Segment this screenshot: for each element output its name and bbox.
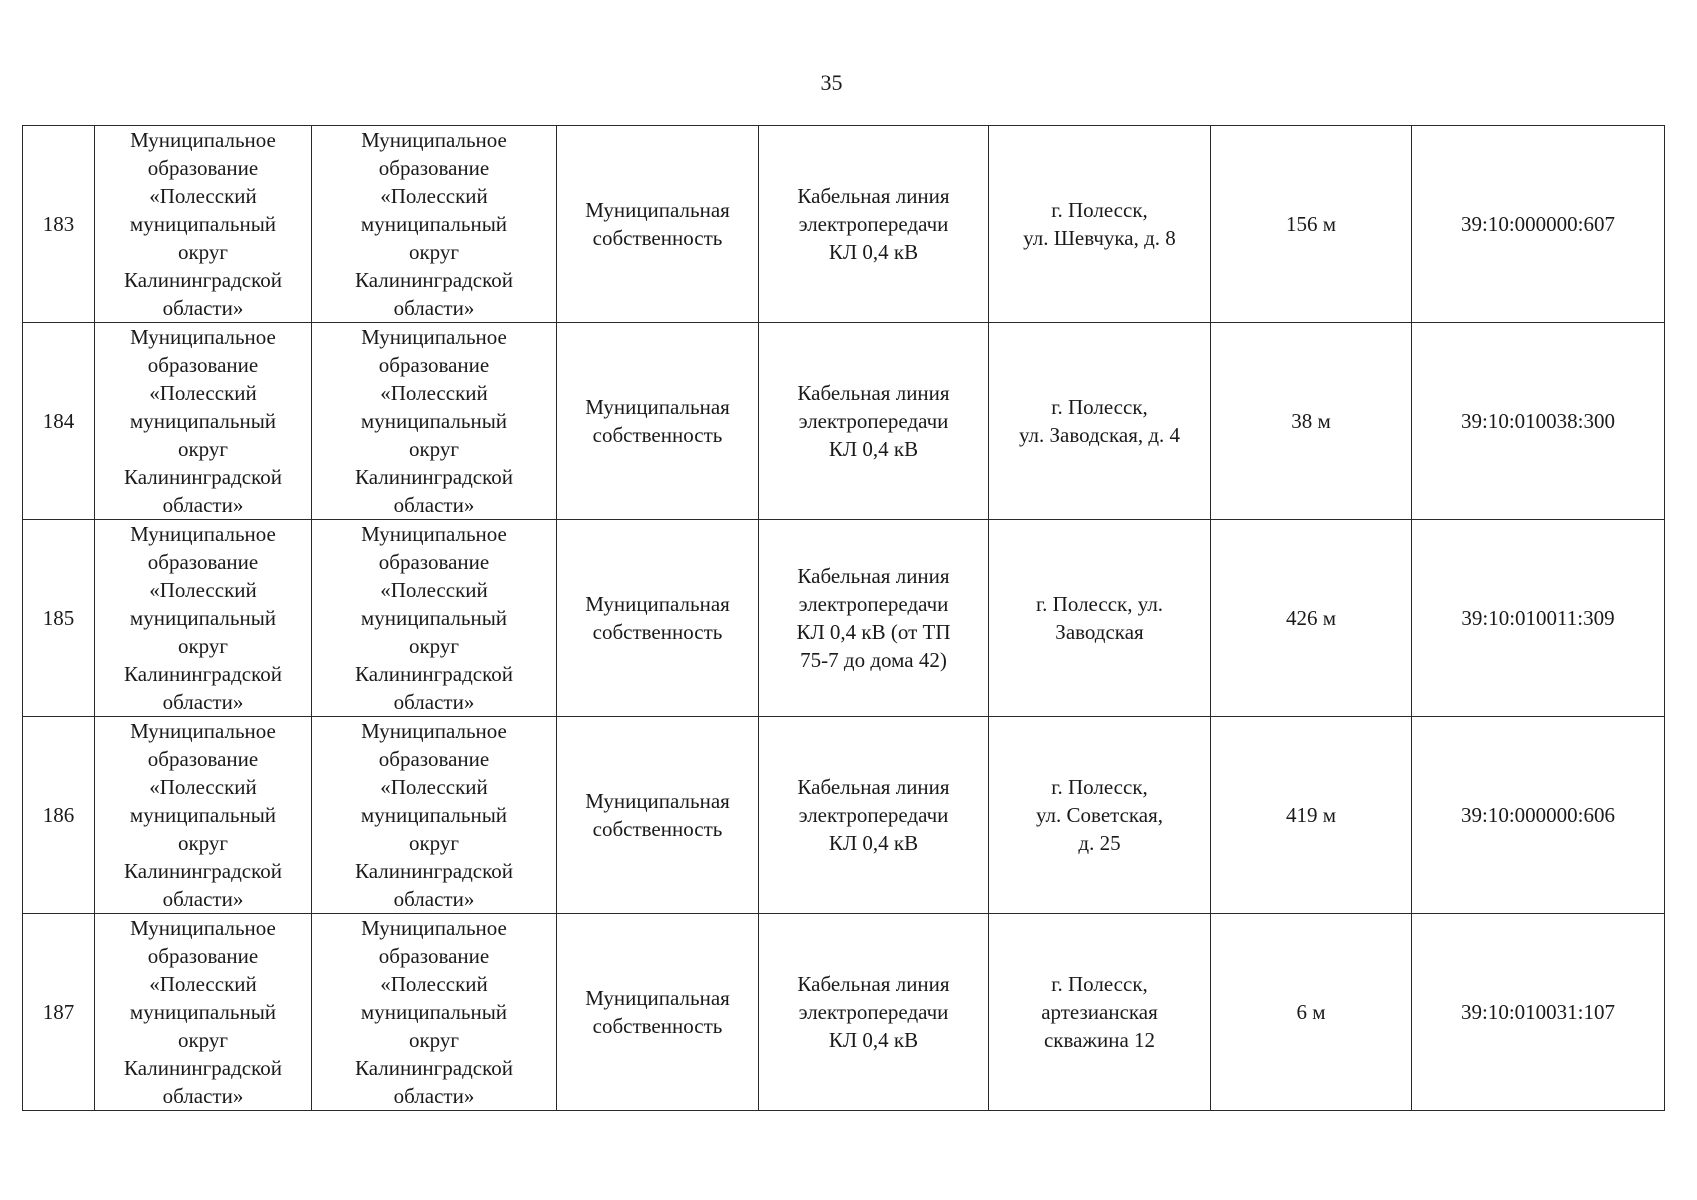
address-cell: г. Полесск, ул. Шевчука, д. 8 [989, 126, 1211, 323]
cadastral-number-cell: 39:10:000000:606 [1412, 717, 1665, 914]
object-cell: Кабельная линия электропередачи КЛ 0,4 кВ [759, 323, 989, 520]
row-number-cell: 185 [23, 520, 95, 717]
table-row [23, 717, 1665, 914]
cadastral-number-cell: 39:10:010031:107 [1412, 914, 1665, 1111]
address-cell: г. Полесск, ул. Заводская [989, 520, 1211, 717]
length-cell: 419 м [1211, 717, 1412, 914]
cadastral-number-cell: 39:10:000000:607 [1412, 126, 1665, 323]
owner-cell: Муниципальное образование «Полесский муниципальный округ Калининградской области» [312, 717, 557, 914]
object-cell: Кабельная линия электропередачи КЛ 0,4 кВ [759, 126, 989, 323]
owner-cell: Муниципальное образование «Полесский муниципальный округ Калининградской области» [312, 520, 557, 717]
property-registry-table [22, 125, 1665, 1111]
address-cell: г. Полесск, ул. Заводская, д. 4 [989, 323, 1211, 520]
ownership-cell: Муниципальная собственность [557, 126, 759, 323]
length-cell: 6 м [1211, 914, 1412, 1111]
holder-cell: Муниципальное образование «Полесский муниципальный округ Калининградской области» [95, 717, 312, 914]
holder-cell: Муниципальное образование «Полесский муниципальный округ Калининградской области» [95, 323, 312, 520]
cadastral-number-cell: 39:10:010038:300 [1412, 323, 1665, 520]
ownership-cell: Муниципальная собственность [557, 520, 759, 717]
row-number-cell: 184 [23, 323, 95, 520]
row-number-cell: 183 [23, 126, 95, 323]
row-number-cell: 187 [23, 914, 95, 1111]
owner-cell: Муниципальное образование «Полесский муниципальный округ Калининградской области» [312, 126, 557, 323]
length-cell: 426 м [1211, 520, 1412, 717]
table-row [23, 323, 1665, 520]
row-number-cell: 186 [23, 717, 95, 914]
object-cell: Кабельная линия электропередачи КЛ 0,4 кВ (от ТП 75-7 до дома 42) [759, 520, 989, 717]
owner-cell: Муниципальное образование «Полесский муниципальный округ Калининградской области» [312, 323, 557, 520]
ownership-cell: Муниципальная собственность [557, 323, 759, 520]
ownership-cell: Муниципальная собственность [557, 717, 759, 914]
table-row [23, 914, 1665, 1111]
object-cell: Кабельная линия электропередачи КЛ 0,4 кВ [759, 717, 989, 914]
page-number: 35 [820, 70, 843, 95]
holder-cell: Муниципальное образование «Полесский муниципальный округ Калининградской области» [95, 914, 312, 1111]
address-cell: г. Полесск, артезианская скважина 12 [989, 914, 1211, 1111]
holder-cell: Муниципальное образование «Полесский муниципальный округ Калининградской области» [95, 520, 312, 717]
table-row [23, 520, 1665, 717]
length-cell: 38 м [1211, 323, 1412, 520]
length-cell: 156 м [1211, 126, 1412, 323]
table-row [23, 126, 1665, 323]
address-cell: г. Полесск, ул. Советская, д. 25 [989, 717, 1211, 914]
cadastral-number-cell: 39:10:010011:309 [1412, 520, 1665, 717]
holder-cell: Муниципальное образование «Полесский муниципальный округ Калининградской области» [95, 126, 312, 323]
ownership-cell: Муниципальная собственность [557, 914, 759, 1111]
owner-cell: Муниципальное образование «Полесский муниципальный округ Калининградской области» [312, 914, 557, 1111]
object-cell: Кабельная линия электропередачи КЛ 0,4 кВ [759, 914, 989, 1111]
